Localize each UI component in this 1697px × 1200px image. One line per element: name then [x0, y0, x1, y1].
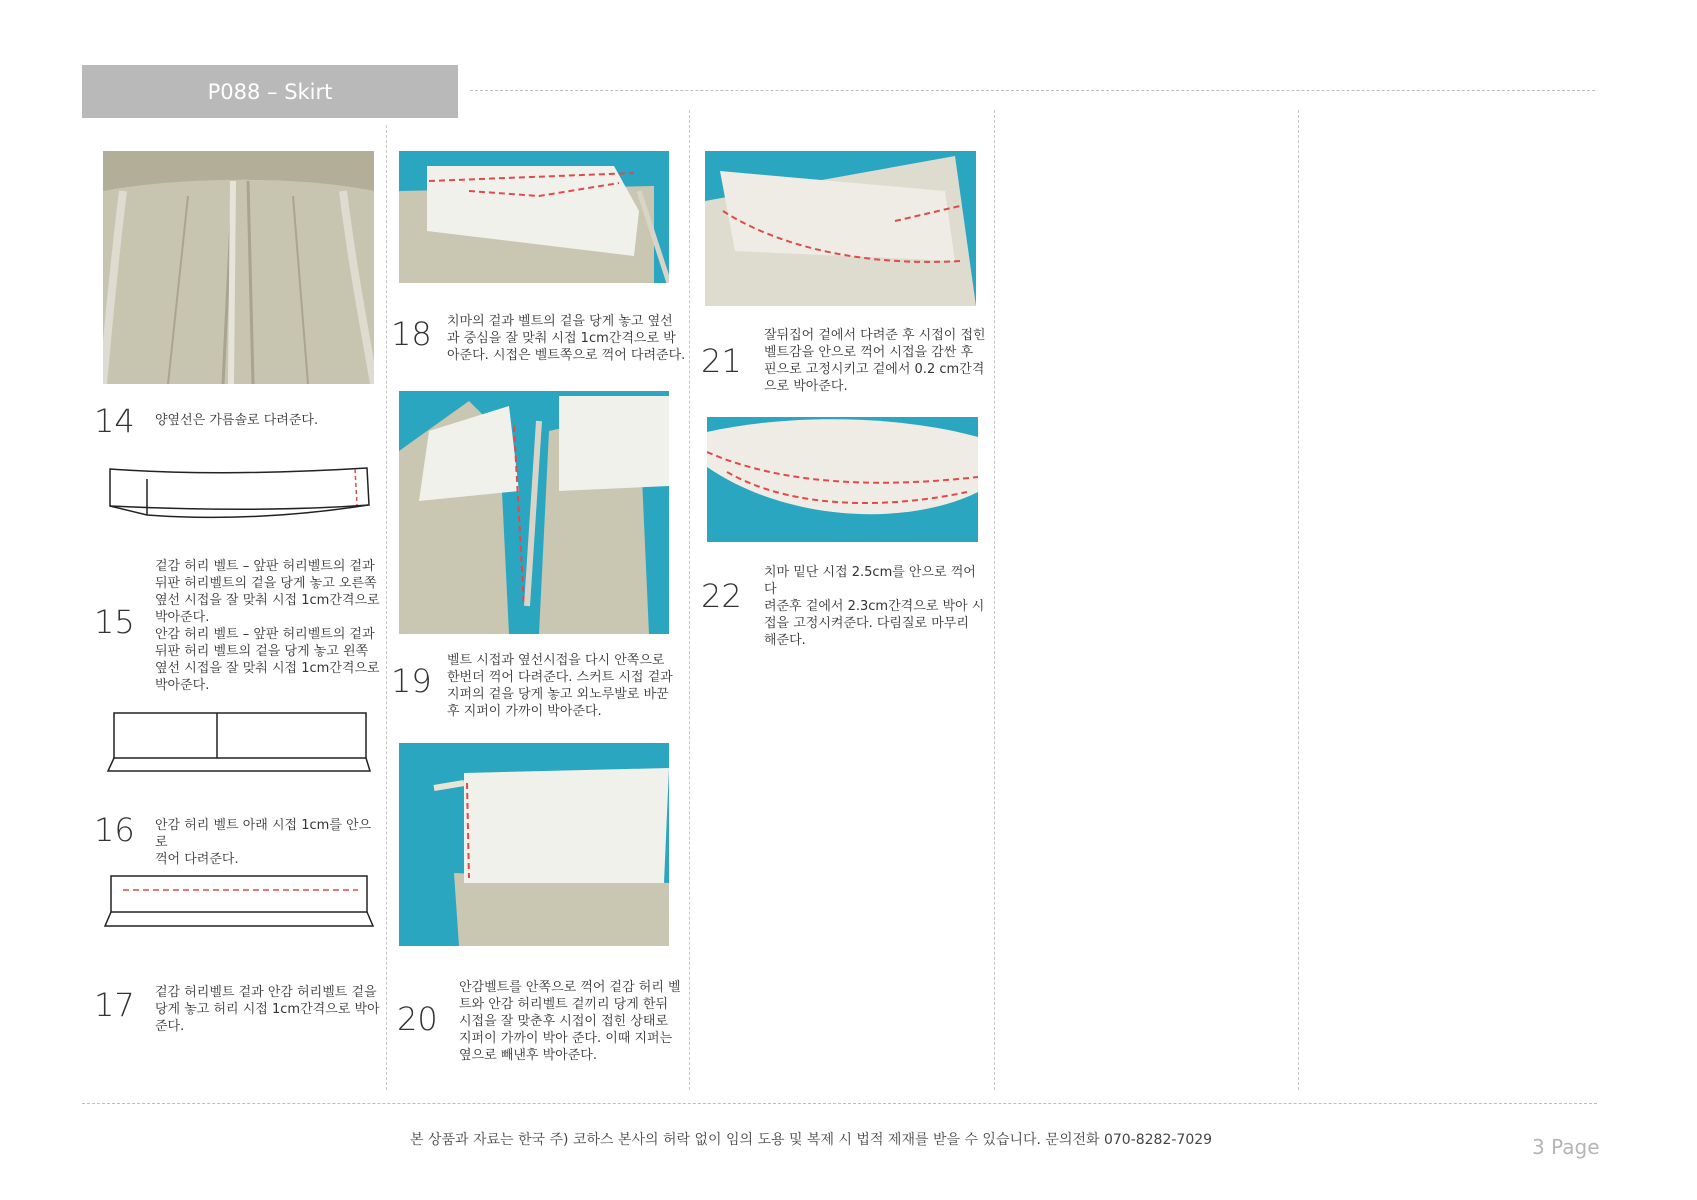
step19-photo	[399, 391, 669, 634]
step14-number: 14	[94, 402, 135, 440]
step18-photo	[399, 151, 669, 283]
step20-photo	[399, 743, 669, 946]
step20-text: 안감벨트를 안쪽으로 꺽어 겉감 허리 벨 트와 안감 허리벨트 겉끼리 당게 한뒤 시접을 잘 맞춘후 시접이 접힌 상태로 지퍼이 가까이 박아 준다. 이때 지퍼는 옆으로 빼낸후 박아준다.	[459, 980, 681, 1063]
footer-divider	[82, 1103, 1597, 1104]
step14-text: 양옆선은 가름솔로 다려준다.	[155, 413, 319, 428]
step14-photo	[103, 151, 374, 384]
step15-text: 겉감 허리 벨트 – 앞판 허리벨트의 겉과 뒤판 허리벨트의 겉을 당게 놓고 오른쪽 옆선 시접을 잘 맞춰 시접 1cm간격으로 박아준다. 안감 허리 벨트 – 앞판 허리벨트의 겉과 뒤판 허리 벨트의 겉을 당게 놓고 왼쪽 옆선 시접을 잘 맞춰 시접 1cm간격으로 박아준다.	[155, 559, 380, 693]
step17-text: 겉감 허리벨트 겉과 안감 허리벨트 겉을 당게 놓고 허리 시접 1cm간격으로 박아 준다.	[155, 985, 380, 1034]
column-divider	[994, 110, 995, 1090]
step22-number: 22	[701, 577, 742, 615]
step18-text: 치마의 겉과 벨트의 겉을 당게 놓고 옆선 과 중심을 잘 맞춰 시접 1cm간격으로 박 아준다. 시접은 벨트쪽으로 꺽어 다려준다.	[447, 314, 686, 363]
page-number: 3 Page	[1532, 1135, 1600, 1159]
column-divider	[689, 110, 690, 1090]
step22-text: 치마 밑단 시접 2.5cm를 안으로 꺽어 다 려준후 겉에서 2.3cm간격으로 박아 시 접을 고정시켜준다. 다림질로 마무리 해준다.	[764, 565, 985, 648]
header-divider	[470, 90, 1595, 91]
step16-number: 16	[94, 811, 135, 849]
page-header	[82, 65, 458, 118]
step19-number: 19	[391, 662, 432, 700]
step15-diagram	[105, 707, 375, 777]
step15-number: 15	[94, 603, 135, 641]
column-divider	[1298, 110, 1299, 1090]
step21-number: 21	[701, 342, 742, 380]
header-title: P088 – Skirt	[207, 79, 333, 104]
step22-photo	[707, 417, 978, 542]
step20-number: 20	[397, 1000, 438, 1038]
footer-notice: 본 상품과 자료는 한국 주) 코하스 본사의 허락 없이 임의 도용 및 복제 시 법적 제재를 받을 수 있습니다. 문의전화 070-8282-7029	[410, 1132, 1213, 1148]
step17-number: 17	[94, 986, 135, 1024]
step21-photo	[705, 151, 976, 306]
step16-diagram	[103, 868, 375, 938]
step16-text: 안감 허리 벨트 아래 시접 1cm를 안으로 꺽어 다려준다.	[155, 818, 372, 867]
column-divider	[386, 125, 387, 1090]
step14-diagram	[105, 455, 375, 525]
step19-text: 벨트 시접과 옆선시접을 다시 안쪽으로 한번더 꺽어 다려준다. 스커트 시접 겉과 지퍼의 겉을 당게 놓고 외노루발로 바꾼 후 지퍼이 가까이 박아준다.	[447, 653, 673, 719]
step18-number: 18	[391, 315, 432, 353]
step21-text: 잘뒤집어 겉에서 다려준 후 시접이 접힌 벨트감을 안으로 꺽어 시접을 감싼 후 핀으로 고정시키고 겉에서 0.2 cm간격 으로 박아준다.	[764, 328, 986, 394]
